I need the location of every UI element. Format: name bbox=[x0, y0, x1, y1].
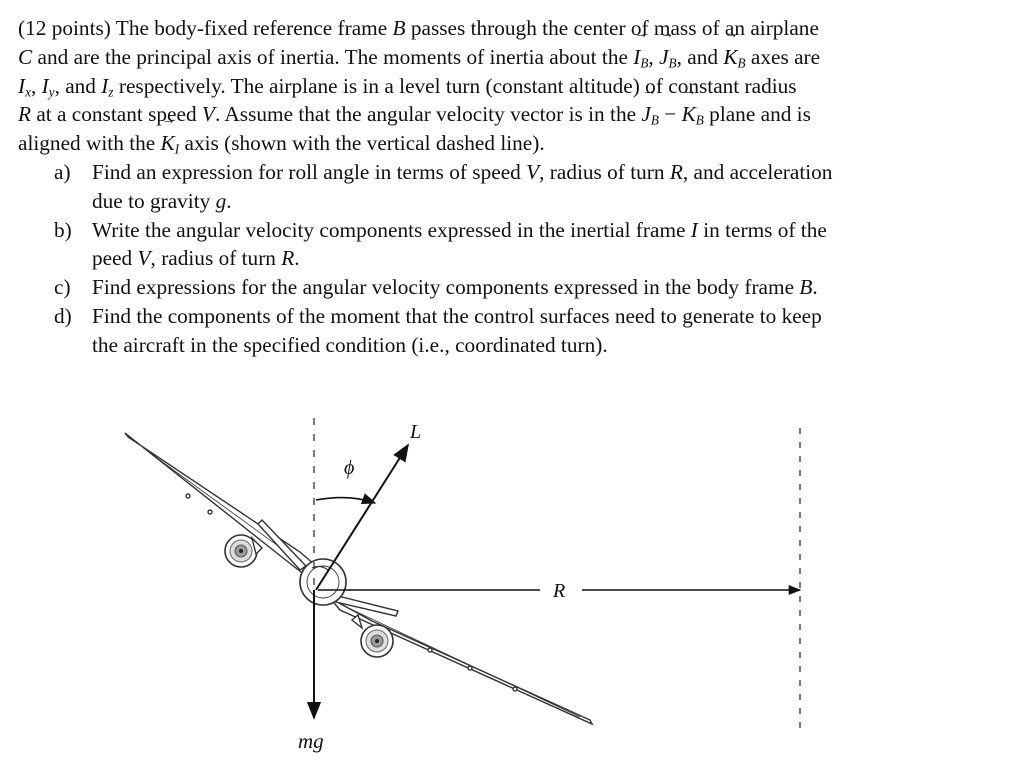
problem-line-3: $I_x$, $I_y$, and $I_z$ respectively. The airplane is in a level turn (constant altitude) of constant radius bbox=[18, 73, 797, 100]
airplane-icon bbox=[125, 433, 592, 724]
part-c-label: c) bbox=[54, 275, 71, 300]
radius-label: R bbox=[553, 580, 566, 602]
part-a-label: a) bbox=[54, 159, 71, 184]
part-d: d) Find the components of the moment that the control surfaces need to generate to keep the aircraft in the specified condition (i.e., coordinated turn). bbox=[54, 303, 822, 357]
problem-intro bbox=[18, 14, 1008, 158]
part-d-label: d) bbox=[54, 303, 72, 328]
roll-angle-arc bbox=[316, 498, 375, 503]
part-c: c) Find expressions for the angular velocity components expressed in the body frame B. bbox=[18, 273, 1008, 302]
problem-line-5: aligned with the → $K_I$ axis (shown with the vertical dashed line). bbox=[18, 131, 545, 155]
problem-statement bbox=[18, 14, 1008, 360]
lift-label: L bbox=[410, 421, 422, 443]
roll-angle-label: ϕ bbox=[344, 457, 355, 479]
question-parts bbox=[18, 158, 1008, 360]
weight-label: mg bbox=[298, 729, 324, 753]
problem-line-2: C and are the principal axis of inertia. The moments of inertia about the → $I_B$, → $J_B$, and → $K_B$ axes are bbox=[18, 45, 820, 69]
part-b-label: b) bbox=[54, 217, 72, 242]
problem-line-1: (12 points) The body-fixed reference frame B passes through the center of mass of an airplane bbox=[18, 16, 819, 40]
airplane-turn-diagram bbox=[0, 395, 1024, 773]
problem-line-4: R at a constant speed V. Assume that the angular velocity vector is in the → $J_B$ − → $K_B$ plane and is bbox=[18, 102, 811, 126]
lift-vector bbox=[316, 445, 408, 590]
part-a: a) Find an expression for roll angle in terms of speed V, radius of turn R, and acceleration due to gravity g. bbox=[54, 159, 833, 213]
part-b: b) Write the angular velocity components expressed in the inertial frame I in terms of the peed V, radius of turn R. bbox=[54, 217, 827, 271]
